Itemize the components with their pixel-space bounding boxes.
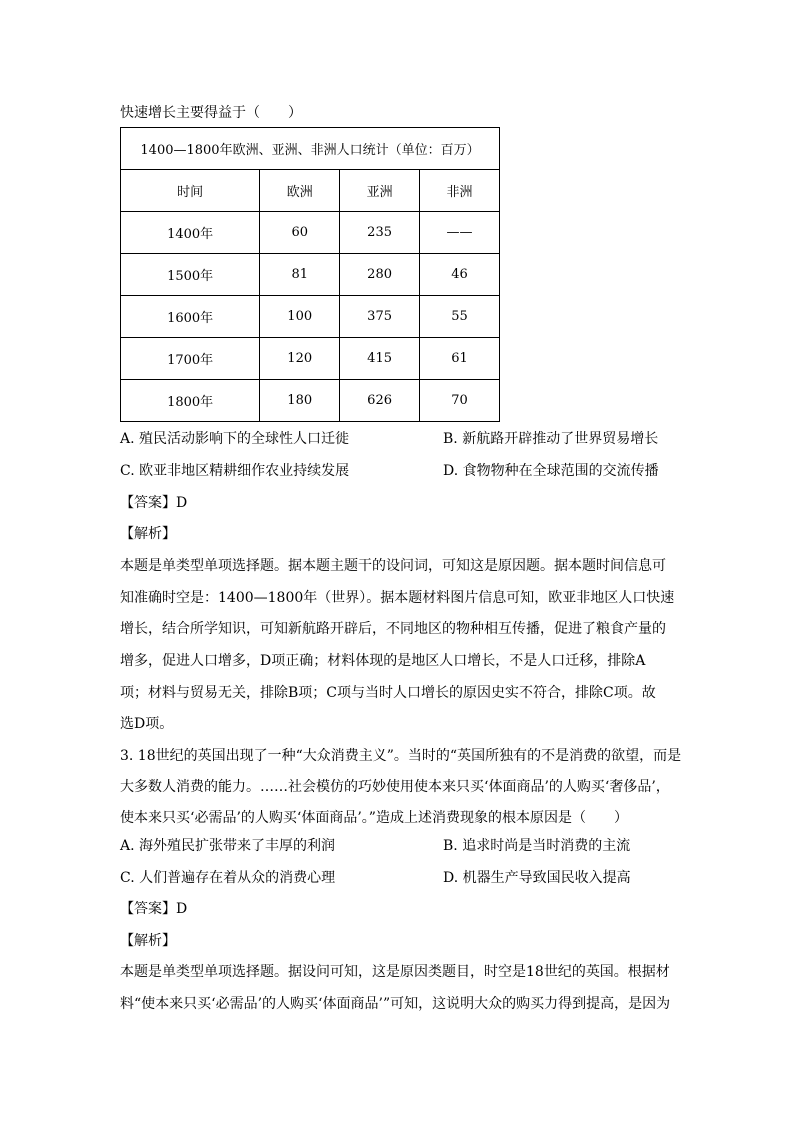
table-header-cell: 时间 bbox=[121, 170, 260, 212]
q2-analysis-line: 知准确时空是：1400—1800年（世界）。据本题材料图片信息可知，欧亚非地区人口快速 bbox=[120, 590, 675, 606]
table-row bbox=[121, 296, 500, 338]
q2-analysis-line: 选D项。 bbox=[120, 716, 174, 732]
q3-analysis-line: 本题是单类型单项选择题。据设问可知，这是原因类题目，时空是18世纪的英国。根据材 bbox=[120, 964, 670, 980]
table-cell: 1500年 bbox=[121, 254, 260, 296]
table-row bbox=[121, 380, 500, 422]
q3-answer: 【答案】D bbox=[120, 901, 188, 917]
table-cell: 626 bbox=[340, 380, 420, 422]
q2-option-d: D. 食物物种在全球范围的交流传播 bbox=[443, 463, 659, 479]
q3-analysis-line: 料“使本来只买‘必需品’的人购买‘体面商品’”可知，这说明大众的购买力得到提高，是因为 bbox=[120, 996, 671, 1012]
q3-option-b: B. 追求时尚是当时消费的主流 bbox=[443, 838, 631, 854]
table-cell: —— bbox=[420, 212, 500, 254]
q2-analysis-line: 增长，结合所学知识，可知新航路开辟后，不同地区的物种相互传播，促进了粮食产量的 bbox=[120, 621, 666, 637]
q2-option-a: A. 殖民活动影响下的全球性人口迁徙 bbox=[120, 431, 350, 447]
q2-analysis-label: 【解析】 bbox=[120, 526, 176, 542]
q3-option-c: C. 人们普遍存在着从众的消费心理 bbox=[120, 870, 336, 886]
table-cell: 180 bbox=[260, 380, 340, 422]
table-header-cell: 亚洲 bbox=[340, 170, 420, 212]
table-cell: 100 bbox=[260, 296, 340, 338]
table-cell: 375 bbox=[340, 296, 420, 338]
q2-analysis-line: 增多，促进人口增多，D项正确；材料体现的是地区人口增长，不是人口迁移，排除A bbox=[120, 653, 646, 669]
q2-option-c: C. 欧亚非地区精耕细作农业持续发展 bbox=[120, 463, 350, 479]
table-caption: 1400—1800年欧洲、亚洲、非洲人口统计（单位：百万） bbox=[121, 128, 500, 170]
table-header-row bbox=[121, 170, 500, 212]
table-cell: 1800年 bbox=[121, 380, 260, 422]
table-cell: 55 bbox=[420, 296, 500, 338]
table-cell: 1700年 bbox=[121, 338, 260, 380]
table-row bbox=[121, 254, 500, 296]
q3-stem-line: 使本来只买‘必需品’的人购买‘体面商品’。”造成上述消费现象的根本原因是（ ） bbox=[120, 810, 628, 826]
table-row bbox=[121, 338, 500, 380]
q2-stem-tail: 快速增长主要得益于（ ） bbox=[120, 105, 302, 121]
table-cell: 1400年 bbox=[121, 212, 260, 254]
table-cell: 120 bbox=[260, 338, 340, 380]
table-header-cell: 非洲 bbox=[420, 170, 500, 212]
table-cell: 70 bbox=[420, 380, 500, 422]
table-cell: 81 bbox=[260, 254, 340, 296]
q3-stem-line: 大多数人消费的能力。……社会模仿的巧妙使用使本来只买‘体面商品’的人购买‘奢侈品’， bbox=[120, 779, 670, 795]
table-cell: 415 bbox=[340, 338, 420, 380]
q3-stem-line: 3. 18世纪的英国出现了一种“大众消费主义”。当时的“英国所独有的不是消费的欲望，而是 bbox=[120, 748, 682, 764]
table-header-cell: 欧洲 bbox=[260, 170, 340, 212]
q2-analysis-line: 项；材料与贸易无关，排除B项；C项与当时人口增长的原因史实不符合，排除C项。故 bbox=[120, 685, 656, 701]
table-cell: 60 bbox=[260, 212, 340, 254]
table-cell: 1600年 bbox=[121, 296, 260, 338]
population-table bbox=[120, 127, 500, 422]
q3-analysis-label: 【解析】 bbox=[120, 933, 176, 949]
table-row bbox=[121, 212, 500, 254]
table-cell: 280 bbox=[340, 254, 420, 296]
table-caption-row bbox=[121, 128, 500, 170]
q2-analysis-line: 本题是单类型单项选择题。据本题主题干的设问词，可知这是原因题。据本题时间信息可 bbox=[120, 558, 666, 574]
q2-answer: 【答案】D bbox=[120, 495, 188, 511]
q3-option-a: A. 海外殖民扩张带来了丰厚的利润 bbox=[120, 838, 336, 854]
table-cell: 61 bbox=[420, 338, 500, 380]
table-cell: 235 bbox=[340, 212, 420, 254]
q3-option-d: D. 机器生产导致国民收入提高 bbox=[443, 870, 631, 886]
table-cell: 46 bbox=[420, 254, 500, 296]
q2-option-b: B. 新航路开辟推动了世界贸易增长 bbox=[443, 431, 659, 447]
